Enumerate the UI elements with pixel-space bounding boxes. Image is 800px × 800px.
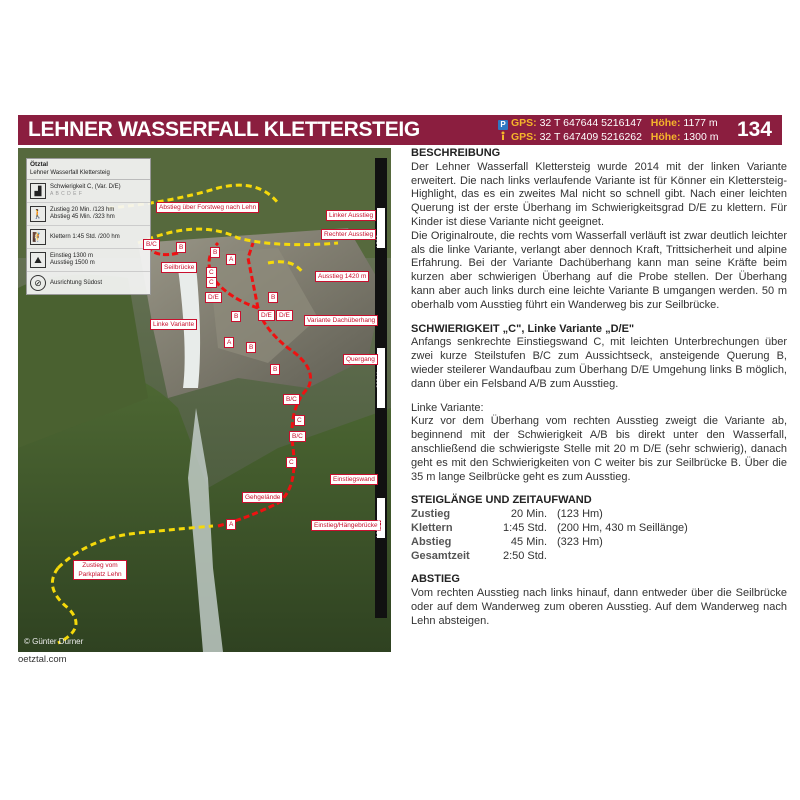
grade-marker: C [206,267,217,278]
approach-value: 20 Min. /123 hm [71,207,115,213]
grade-marker: C [294,415,305,426]
route-photo [18,148,391,652]
stat-time: 2:50 Std. [502,549,547,562]
paragraph: Der Lehner Wasserfall Klettersteig wurde 2014 mit der linken Variante erweitert. Die nach links verlaufende Variante ist für Könner ein Klettersteig-Highlight, das es ein zweites Mal nicht so schnell gibt. Nach einer leichten Querung ist der erste Überhang im Schwierigkeitsgrad D/E zu klettern. Für Kinder ist diese Variante nicht geeignet. [411,160,787,228]
paragraph: Vom rechten Ausstieg nach links hinauf, dann entweder über die Seilbrücke oder auf dem Wanderweg zum oberen Ausstieg. Auf dem Wanderweg nach Lehn absteigen. [411,587,787,627]
grade-marker: B [210,247,220,258]
orientation-label: Ausrichtung [50,279,82,286]
stat-label: Klettern [411,521,453,534]
grade-marker: A [226,254,236,265]
stat-time: 1:45 Std. [502,521,547,534]
grade-marker: B/C [283,394,300,405]
grade-marker: C [286,457,297,468]
sub-label: Linke Variante: [411,401,484,414]
grade-marker: B/C [289,431,306,442]
difficulty-label: Schwierigkeit [50,184,86,190]
tag-variante-dach: Variante Dachüberhang [304,315,378,326]
height-label: Höhe: [650,117,681,129]
stat-label: Zustieg [411,508,451,521]
exit-label: Ausstieg [50,260,74,266]
legend-route: Lehner Wasserfall Klettersteig [30,170,110,176]
scale-mid: 200 Hm [377,366,383,388]
paragraph: Die Originalroute, die rechts vom Wasserfall verläuft ist zwar deutlich leichter als die linke Variante, verlangt aber dennoch Kraft, Trittsicherheit und alpine Erfahrung. Bei der Variante Dachüberhang kann man seine Kräfte beim kurzen aber schwierigen Überhang auf die Probe stellen. Der Überhang kann aber auch links durch eine leichte Variante B umgangen werden. 50 m oberhalb vom Ausstieg führt ein Wanderweg bis zur Seilbrücke. [411,229,787,311]
entry-value: 1300 m [73,253,94,259]
tag-rechter-ausstieg: Rechter Ausstieg [321,229,376,240]
height-value: 1177 m [683,117,718,129]
legend-region: Ötztal [30,161,49,168]
legend-difficulty [27,180,150,203]
grade-marker: B [231,311,241,322]
scale-top: 1500 m [377,227,383,248]
section-heading-steiglaenge: STEIGLÄNGE UND ZEITAUFWAND [411,494,592,507]
tag-seilbruecke: Seilbrücke [161,262,197,273]
paragraph: Kurz vor dem Überhang vom rechten Ausstieg zweigt die Variante ab, beginnend mit der Schwierigkeit A/B bis direkt unter den Wasserfall, anschließend die schwierigste Stelle mit 20 m D/E (sehr schwierig), danach geht es mit den Schwierigkeiten von C weiter bis zur Seilbrücke B. Über die 35 m lange Seilbrücke geht es zum Ausstieg. [411,415,787,483]
stat-detail: (323 Hm) [557,535,603,548]
grade-marker: D/E [205,292,222,303]
grade-marker: B/C [143,239,160,250]
stat-detail: (200 Hm, 430 m Seillänge) [557,521,688,534]
tag-linke-variante: Linke Variante [150,319,197,330]
page-number: 134 [736,118,772,141]
stat-time: 20 Min. [510,508,547,521]
website-credit: oetztal.com [18,654,67,665]
tag-ausstieg: Ausstieg 1420 m [315,271,369,282]
gps-label: GPS: [511,131,537,143]
descent-label: Abstieg [50,214,71,220]
entry-icon [498,131,508,141]
grade-marker: D/E [258,310,275,321]
tag-einstieg-haengebruecke: Einstieg/Hängebrücke [311,520,381,531]
stats-table [411,508,787,563]
grade-marker: A [226,519,236,530]
altitude-icon: ⛰ [30,252,46,268]
legend-header [27,159,150,180]
grade-marker: B [270,364,280,375]
tag-quergang: Quergang [343,354,378,365]
tag-gehgelaende: Gehgelände [242,492,283,503]
stat-detail [557,550,787,564]
grade-marker: A [224,337,234,348]
hiker-icon: 🚶 [30,206,46,222]
climb-label: Klettern [50,233,71,240]
descent-value: 45 Min. /323 hm [71,214,115,220]
legend-climb [27,226,150,249]
section-heading-beschreibung: BESCHREIBUNG [411,147,501,159]
gps-label: GPS: [511,117,537,129]
grade-marker: B [268,292,278,303]
stat-label: Gesamtzeit [411,549,470,562]
grade-marker: D/E [276,310,293,321]
route-legend [26,158,151,295]
gps-row-parking [498,116,728,130]
gps-row-entry [498,130,728,144]
approach-label: Zustieg [50,207,70,213]
stat-label: Abstieg [411,535,452,548]
stat-detail: (123 Hm) [557,508,603,521]
scale-bottom: 1300 m [377,517,383,538]
stat-time: 45 Min. [510,535,547,548]
height-label: Höhe: [650,131,681,143]
exit-value: 1500 m [74,260,95,266]
photo-credit: © Günter Durner [24,637,84,646]
page-title: LEHNER WASSERFALL KLETTERSTEIG [28,118,420,141]
grade-marker: B [176,242,186,253]
gps-coords: 32 T 647644 5216147 [539,117,642,129]
climber-icon: 🧗 [30,229,46,245]
difficulty-value: C, (Var. D/E) [87,184,121,190]
orientation-value: Südost [83,279,103,286]
gps-coords: 32 T 647409 5216262 [539,131,642,143]
climb-value: 1:45 Std. /200 hm [72,233,120,240]
entry-label: Einstieg [50,253,72,259]
description-column [411,147,787,629]
tag-einstiegswand: Einstiegswand [330,474,378,485]
tag-zustieg-parkplatz: Zustieg vom Parkplatz Lehn [73,560,127,580]
parking-icon: P [498,120,508,130]
gps-block [498,116,728,144]
legend-altitude [27,249,150,272]
tag-forstweg: Abstieg über Forstweg nach Lehn [156,202,259,213]
compass-icon: ⊘ [30,275,46,291]
section-heading-schwierigkeit: SCHWIERIGKEIT „C", Linke Variante „D/E" [411,322,635,335]
paragraph: Anfangs senkrechte Einstiegswand C, mit leichten Unterbrechungen über zwei kurze Steilstufen B/C zum Aussichtseck, ansteigende Querung B, wieder steilerer Wandaufbau zum Überhang D/E Umgehung links B möglich, dann über ein Felsband A/B zum Ausstieg. [411,336,787,390]
difficulty-grades: A B C D E F [50,191,83,197]
legend-approach [27,203,150,226]
difficulty-icon: ▟ [30,183,46,199]
tag-linker-ausstieg: Linker Ausstieg [326,210,376,221]
title-bar [18,115,782,145]
legend-orientation [27,272,150,294]
grade-marker: C [206,277,217,288]
height-value: 1300 m [683,131,719,143]
grade-marker: B [246,342,256,353]
section-heading-abstieg: ABSTIEG [411,573,460,586]
